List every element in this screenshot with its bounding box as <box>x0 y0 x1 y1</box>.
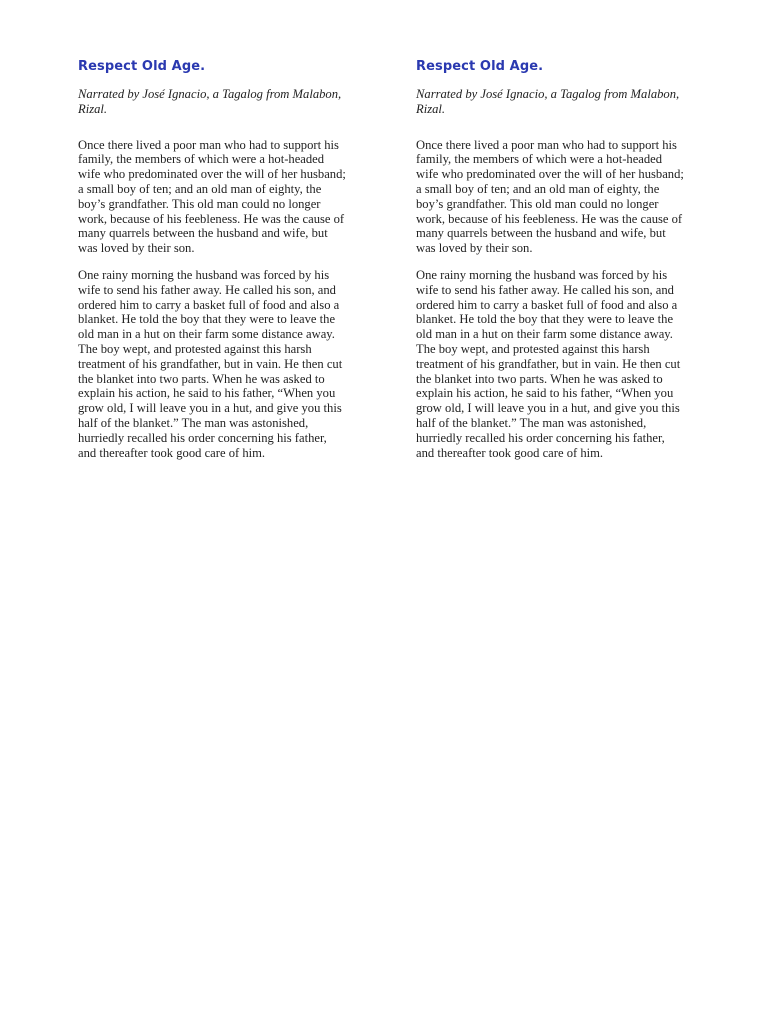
story-paragraph: Once there lived a poor man who had to support his family, the members of which were a hot-headed wife who predominated over the will of her husband; a small boy of ten; and an old man of eighty, the boy’s grandfather. This old man could no longer work, because of his feebleness. He was the cause of many quarrels between the husband and wife, but was loved by their son. <box>416 137 684 256</box>
story-byline: Narrated by José Ignacio, a Tagalog from Malabon, Rizal. <box>416 87 680 116</box>
story-title: Respect Old Age. <box>416 59 544 74</box>
story-title: Respect Old Age. <box>78 59 206 74</box>
story-byline: Narrated by José Ignacio, a Tagalog from Malabon, Rizal. <box>78 87 342 116</box>
story-column-left <box>78 58 346 460</box>
story-paragraph: One rainy morning the husband was forced by his wife to send his father away. He called his son, and ordered him to carry a basket full of food and also a blanket. He told the boy that they were to leave the old man in a hut on their farm some distance away. The boy wept, and protested against this harsh treatment of his grandfather, but in vain. He then cut the blanket into two parts. When he was asked to explain his action, he said to his father, “When you grow old, I will leave you in a hut, and give you this half of the blanket.” The man was astonished, hurriedly recalled his order concerning his father, and thereafter took good care of him. <box>416 267 681 460</box>
story-paragraph: Once there lived a poor man who had to support his family, the members of which were a hot-headed wife who predominated over the will of her husband; a small boy of ten; and an old man of eighty, the boy’s grandfather. This old man could no longer work, because of his feebleness. He was the cause of many quarrels between the husband and wife, but was loved by their son. <box>78 137 346 256</box>
story-column-right <box>416 58 684 460</box>
story-paragraph: One rainy morning the husband was forced by his wife to send his father away. He called his son, and ordered him to carry a basket full of food and also a blanket. He told the boy that they were to leave the old man in a hut on their farm some distance away. The boy wept, and protested against this harsh treatment of his grandfather, but in vain. He then cut the blanket into two parts. When he was asked to explain his action, he said to his father, “When you grow old, I will leave you in a hut, and give you this half of the blanket.” The man was astonished, hurriedly recalled his order concerning his father, and thereafter took good care of him. <box>78 267 343 460</box>
